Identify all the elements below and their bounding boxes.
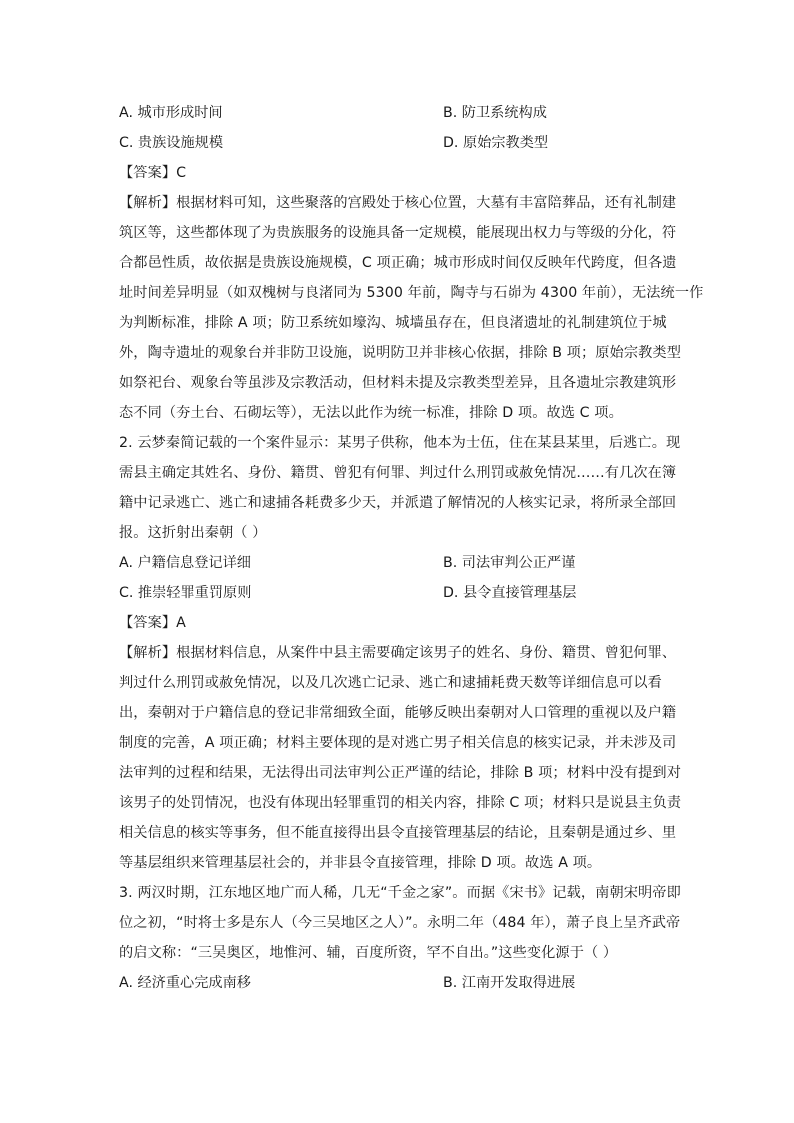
- q3-stem-line: 3. 两汉时期，江东地区地广而人稀，几无“千金之家”。而据《宋书》记载，南朝宋明帝即: [119, 885, 681, 901]
- q2-analysis-line: 判过什么刑罚或赦免情况，以及几次逃亡记录、逃亡和逮捕耗费天数等详细信息可以看: [119, 675, 662, 691]
- q2-analysis-line: 法审判的过程和结果，无法得出司法审判公正严谨的结论，排除 B 项；材料中没有提到对: [119, 765, 681, 781]
- q2-stem-line: 报。这折射出秦朝（ ）: [119, 525, 267, 541]
- q1-option-c[interactable]: C. 贵族设施规模: [119, 135, 224, 151]
- q1-analysis-line: 态不同（夯土台、石砌坛等），无法以此作为统一标准，排除 D 项。故选 C 项。: [119, 405, 623, 421]
- q3-options-row-1: [119, 968, 679, 998]
- q2-option-c[interactable]: C. 推崇轻罪重罚原则: [119, 585, 252, 601]
- q2-analysis-line: 等基层组织来管理基层社会的，并非县令直接管理，排除 D 项。故选 A 项。: [119, 855, 602, 871]
- q1-analysis: [119, 188, 704, 428]
- q2-stem-line: 籍中记录逃亡、逃亡和逮捕各耗费多少天，并派遣了解情况的人核实记录，将所录全部回: [119, 495, 677, 511]
- q2-answer: 【答案】A: [119, 615, 186, 631]
- q1-option-b[interactable]: B. 防卫系统构成: [443, 105, 547, 121]
- q1-options-row-2: [119, 128, 679, 158]
- q2-option-a[interactable]: A. 户籍信息登记详细: [119, 555, 251, 571]
- q1-analysis-line: 【解析】根据材料可知，这些聚落的宫殿处于核心位置，大墓有丰富陪葬品，还有礼制建: [119, 195, 677, 211]
- q2-analysis-line: 出，秦朝对于户籍信息的登记非常细致全面，能够反映出秦朝对人口管理的重视以及户籍: [119, 705, 677, 721]
- q2-options-row-1: [119, 548, 679, 578]
- q1-analysis-line: 如祭祀台、观象台等虽涉及宗教活动，但材料未提及宗教类型差异，且各遗址宗教建筑形: [119, 375, 677, 391]
- q1-analysis-line: 址时间差异明显（如双槐树与良渚同为 5300 年前，陶寺与石峁为 4300 年前），无法统一作: [119, 285, 704, 301]
- q3-stem: [119, 878, 679, 968]
- q3-option-b[interactable]: B. 江南开发取得进展: [443, 975, 576, 991]
- q1-analysis-line: 外，陶寺遗址的观象台并非防卫设施，说明防卫并非核心依据，排除 B 项；原始宗教类型: [119, 345, 681, 361]
- q3-option-a[interactable]: A. 经济重心完成南移: [119, 975, 251, 991]
- q2-stem: [119, 428, 679, 548]
- q1-answer: 【答案】C: [119, 165, 187, 181]
- document-page: [119, 98, 704, 998]
- q3-stem-line: 位之初，“时将士多是东人（今三吴地区之人）”。永明二年（484 年），萧子良上呈齐武帝: [119, 915, 681, 931]
- q2-stem-line: 2. 云梦秦简记载的一个案件显示：某男子供称，他本为士伍，住在某县某里，后逃亡。现: [119, 435, 681, 451]
- q2-analysis-line: 【解析】根据材料信息，从案件中县主需要确定该男子的姓名、身份、籍贯、曾犯何罪、: [119, 645, 677, 661]
- q1-analysis-line: 筑区等，这些都体现了为贵族服务的设施具备一定规模，能展现出权力与等级的分化，符: [119, 225, 677, 241]
- q2-analysis-line: 该男子的处罚情况，也没有体现出轻罪重罚的相关内容，排除 C 项；材料只是说县主负责: [119, 795, 682, 811]
- q2-option-b[interactable]: B. 司法审判公正严谨: [443, 555, 576, 571]
- q2-stem-line: 需县主确定其姓名、身份、籍贯、曾犯有何罪、判过什么刑罚或赦免情况……有几次在簿: [119, 465, 677, 481]
- q3-stem-line: 的启文称：“三吴奥区，地惟河、辅，百度所资，罕不自出。”这些变化源于（ ）: [119, 945, 618, 961]
- q2-options-row-2: [119, 578, 679, 608]
- q1-analysis-line: 为判断标准，排除 A 项；防卫系统如壕沟、城墙虽存在，但良渚遗址的礼制建筑位于城: [119, 315, 667, 331]
- q1-option-a[interactable]: A. 城市形成时间: [119, 105, 223, 121]
- q1-option-d[interactable]: D. 原始宗教类型: [443, 135, 549, 151]
- q2-analysis-line: 制度的完善，A 项正确；材料主要体现的是对逃亡男子相关信息的核实记录，并未涉及司: [119, 735, 677, 751]
- q1-analysis-line: 合都邑性质，故依据是贵族设施规模，C 项正确；城市形成时间仅反映年代跨度，但各遗: [119, 255, 677, 271]
- q1-options-row-1: [119, 98, 679, 128]
- q2-option-d[interactable]: D. 县令直接管理基层: [443, 585, 577, 601]
- q2-analysis-line: 相关信息的核实等事务，但不能直接得出县令直接管理基层的结论，且秦朝是通过乡、里: [119, 825, 677, 841]
- q2-analysis: [119, 638, 682, 878]
